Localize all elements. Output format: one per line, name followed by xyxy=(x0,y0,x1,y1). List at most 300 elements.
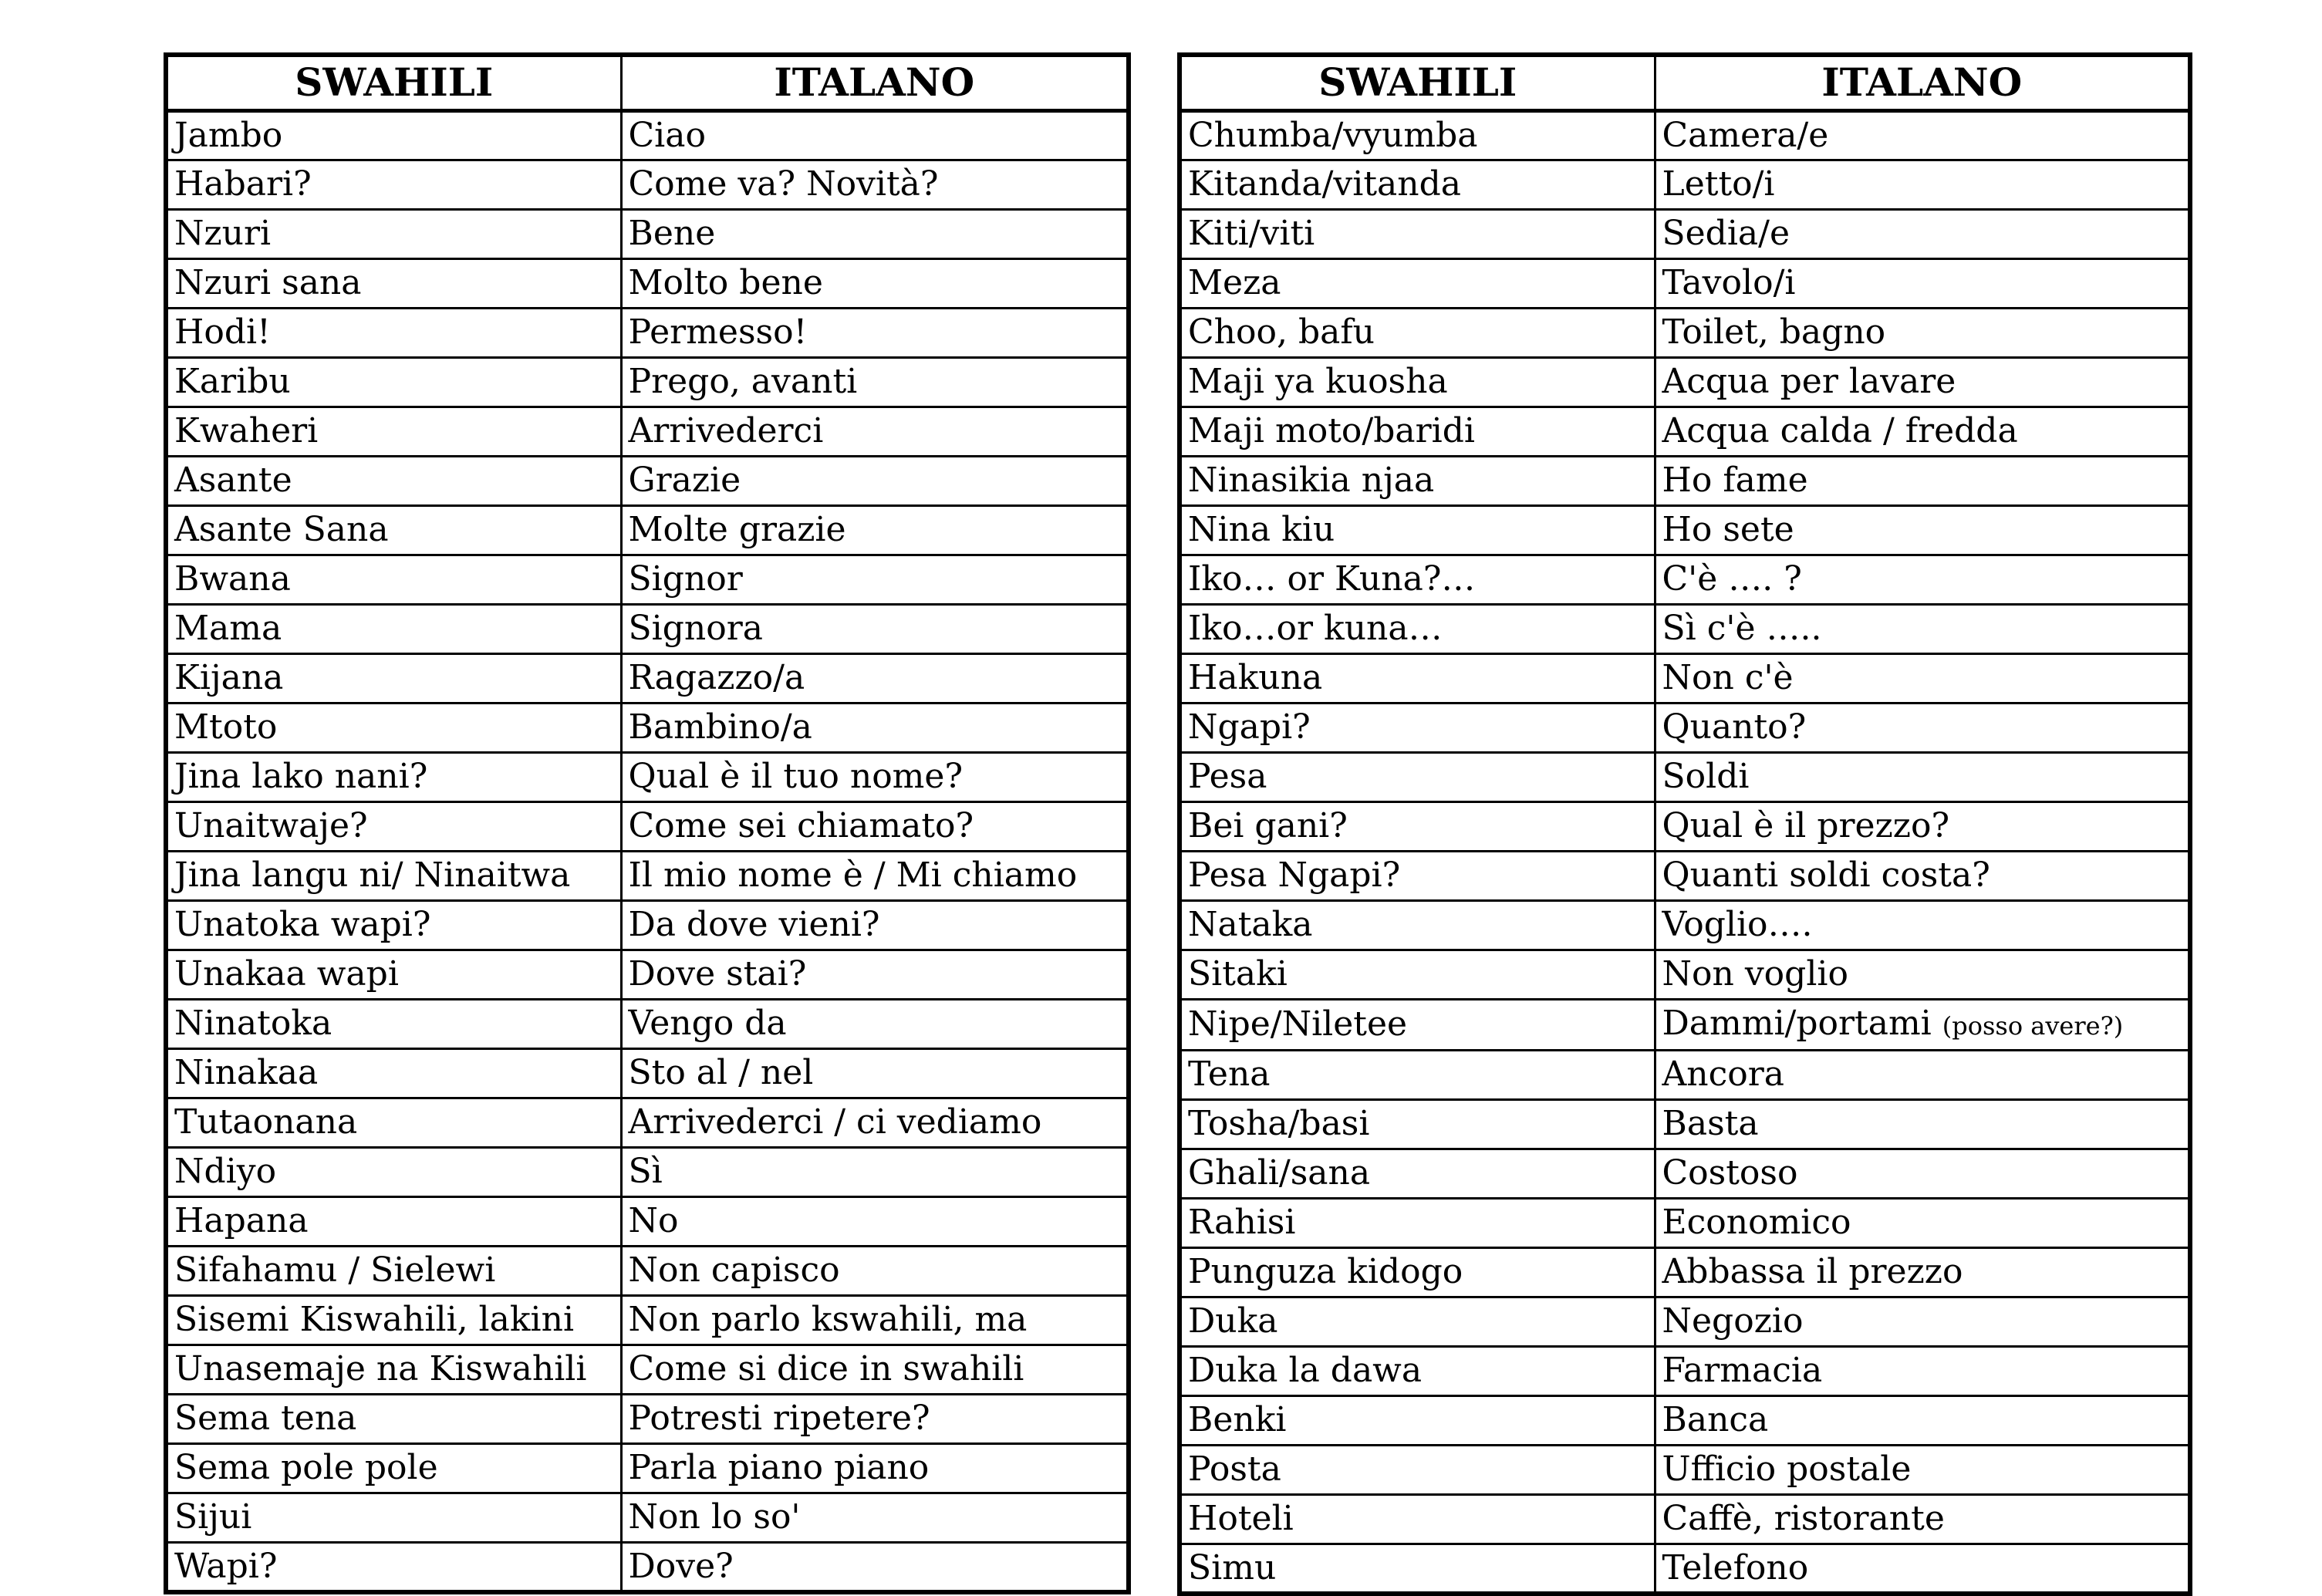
swahili-cell xyxy=(1180,1099,1655,1149)
swahili-cell xyxy=(166,950,621,999)
table-row xyxy=(1180,801,2190,851)
italiano-text: Quanti soldi costa? xyxy=(1662,855,1990,895)
italiano-cell xyxy=(1655,1297,2190,1346)
table-row xyxy=(1180,900,2190,950)
table-row xyxy=(166,407,1129,456)
swahili-text: Rahisi xyxy=(1188,1203,1296,1242)
swahili-cell xyxy=(166,851,621,900)
swahili-text: Tutaonana xyxy=(174,1102,358,1142)
swahili-text: Pesa xyxy=(1188,757,1267,796)
swahili-cell xyxy=(166,900,621,950)
table-row xyxy=(166,851,1129,900)
italiano-cell xyxy=(621,801,1129,851)
swahili-text: Meza xyxy=(1188,263,1281,302)
italiano-text: Sì xyxy=(628,1152,663,1191)
swahili-cell xyxy=(1180,456,1655,505)
table-row xyxy=(1180,407,2190,456)
table-row xyxy=(1180,1544,2190,1594)
italiano-cell xyxy=(1655,950,2190,999)
swahili-text: Unaitwaje? xyxy=(174,806,368,845)
italiano-cell xyxy=(1655,209,2190,258)
swahili-text: Hodi! xyxy=(174,312,271,352)
table-row xyxy=(166,1246,1129,1295)
italiano-text: Negozio xyxy=(1662,1301,1804,1341)
italiano-text: Camera/e xyxy=(1662,115,1829,155)
swahili-text: Simu xyxy=(1188,1547,1277,1588)
italiano-text: Grazie xyxy=(628,461,741,500)
italiano-cell xyxy=(621,653,1129,703)
italiano-cell xyxy=(1655,1247,2190,1297)
swahili-cell xyxy=(1180,357,1655,407)
italiano-text: Dove stai? xyxy=(628,954,807,994)
italiano-text: Da dove vieni? xyxy=(628,905,880,944)
swahili-text: Sisemi Kiswahili, lakini xyxy=(174,1300,575,1339)
italiano-text: Sedia/e xyxy=(1662,214,1790,253)
italiano-text: Caffè, ristorante xyxy=(1662,1499,1945,1538)
italiano-text: Non capisco xyxy=(628,1250,840,1290)
italiano-text: Potresti ripetere? xyxy=(628,1399,930,1438)
italiano-cell xyxy=(621,1147,1129,1196)
swahili-text: Sema pole pole xyxy=(174,1448,438,1487)
table-row xyxy=(1180,752,2190,801)
italiano-cell xyxy=(1655,752,2190,801)
swahili-cell xyxy=(166,1147,621,1196)
table-row xyxy=(166,752,1129,801)
swahili-cell xyxy=(166,604,621,653)
swahili-text: Kijana xyxy=(174,658,284,697)
swahili-cell xyxy=(166,407,621,456)
table-row xyxy=(1180,1346,2190,1395)
italiano-text: Permesso! xyxy=(628,312,808,352)
italiano-text: Sto al / nel xyxy=(628,1053,814,1092)
swahili-text: Mama xyxy=(174,609,282,648)
italiano-text: Dove? xyxy=(628,1546,734,1586)
italiano-cell xyxy=(621,1048,1129,1098)
italiano-cell xyxy=(1655,851,2190,900)
swahili-cell xyxy=(166,1246,621,1295)
italiano-cell xyxy=(1655,1445,2190,1494)
swahili-cell xyxy=(166,160,621,209)
swahili-text: Ninatoka xyxy=(174,1004,332,1043)
italiano-text: Tavolo/i xyxy=(1662,263,1796,302)
italiano-text: Molto bene xyxy=(628,263,823,302)
italiano-cell xyxy=(621,1196,1129,1246)
note-text: (posso avere?) xyxy=(1942,1011,2124,1041)
italiano-cell xyxy=(621,1345,1129,1394)
italiano-text: Ciao xyxy=(628,115,706,155)
swahili-cell xyxy=(1180,900,1655,950)
swahili-cell xyxy=(166,999,621,1048)
italiano-cell xyxy=(621,1493,1129,1542)
swahili-text: Kitanda/vitanda xyxy=(1188,164,1461,204)
table-row xyxy=(1180,1099,2190,1149)
table-row xyxy=(1180,703,2190,752)
swahili-text: Hapana xyxy=(174,1201,309,1240)
italiano-text: Voglio…. xyxy=(1662,905,1813,944)
swahili-cell xyxy=(1180,110,1655,160)
italiano-cell xyxy=(1655,1395,2190,1445)
swahili-cell xyxy=(1180,1494,1655,1544)
header-swahili: SWAHILI xyxy=(1180,55,1655,110)
swahili-cell xyxy=(1180,555,1655,604)
table-row xyxy=(166,357,1129,407)
table-row xyxy=(166,505,1129,555)
table-row xyxy=(166,999,1129,1048)
table-row xyxy=(1180,1247,2190,1297)
swahili-cell xyxy=(166,110,621,160)
italiano-cell xyxy=(1655,801,2190,851)
table-row xyxy=(166,160,1129,209)
italiano-cell xyxy=(621,407,1129,456)
table-row xyxy=(166,1098,1129,1147)
italiano-text: Non lo so' xyxy=(628,1497,801,1537)
swahili-text: Habari? xyxy=(174,164,312,204)
italiano-text: Letto/i xyxy=(1662,164,1775,204)
swahili-cell xyxy=(166,456,621,505)
header-row xyxy=(166,55,1129,110)
swahili-cell xyxy=(1180,801,1655,851)
swahili-text: Unatoka wapi? xyxy=(174,905,431,944)
swahili-cell xyxy=(1180,1198,1655,1247)
table-row xyxy=(166,653,1129,703)
swahili-cell xyxy=(1180,999,1655,1050)
italiano-text: Economico xyxy=(1662,1203,1851,1242)
italiano-cell xyxy=(1655,1050,2190,1099)
italiano-cell xyxy=(1655,160,2190,209)
swahili-text: Posta xyxy=(1188,1449,1281,1489)
swahili-cell xyxy=(1180,1050,1655,1099)
italiano-cell xyxy=(621,950,1129,999)
swahili-text: Nzuri sana xyxy=(174,263,362,302)
table-row xyxy=(166,258,1129,308)
swahili-text: Unakaa wapi xyxy=(174,954,399,994)
swahili-cell xyxy=(1180,950,1655,999)
swahili-text: Ngapi? xyxy=(1188,707,1311,747)
swahili-text: Jina langu ni/ Ninaitwa xyxy=(174,855,571,895)
table-row xyxy=(166,1345,1129,1394)
italiano-text: Arrivederci / ci vediamo xyxy=(628,1102,1042,1142)
italiano-text: Ho fame xyxy=(1662,461,1808,500)
italiano-cell xyxy=(621,1394,1129,1443)
italiano-cell xyxy=(621,851,1129,900)
italiano-text: Arrivederci xyxy=(628,411,824,450)
italiano-text: Ragazzo/a xyxy=(628,658,805,697)
italiano-cell xyxy=(621,1098,1129,1147)
swahili-cell xyxy=(1180,160,1655,209)
table-row xyxy=(1180,1395,2190,1445)
italiano-cell xyxy=(621,258,1129,308)
swahili-text: Choo, bafu xyxy=(1188,312,1375,352)
italiano-cell xyxy=(1655,1544,2190,1594)
swahili-text: Wapi? xyxy=(174,1546,278,1586)
italiano-cell xyxy=(1655,505,2190,555)
swahili-text: Hoteli xyxy=(1188,1499,1294,1538)
swahili-cell xyxy=(1180,1445,1655,1494)
table-row xyxy=(166,900,1129,950)
table-row xyxy=(1180,456,2190,505)
table-row xyxy=(166,604,1129,653)
swahili-cell xyxy=(1180,308,1655,357)
italiano-cell xyxy=(1655,653,2190,703)
italiano-cell xyxy=(1655,1494,2190,1544)
swahili-cell xyxy=(1180,505,1655,555)
italiano-cell xyxy=(621,505,1129,555)
italiano-text: Qual è il prezzo? xyxy=(1662,806,1950,845)
swahili-cell xyxy=(1180,752,1655,801)
vocab-table-left xyxy=(164,52,1131,1594)
table-row xyxy=(1180,1198,2190,1247)
swahili-text: Iko… or Kuna?… xyxy=(1188,559,1476,599)
table-row xyxy=(1180,555,2190,604)
swahili-cell xyxy=(1180,407,1655,456)
table-row xyxy=(166,1295,1129,1345)
swahili-text: Jambo xyxy=(174,115,283,155)
swahili-text: Duka la dawa xyxy=(1188,1351,1423,1390)
table-row xyxy=(1180,505,2190,555)
table-row xyxy=(1180,1050,2190,1099)
swahili-cell xyxy=(166,505,621,555)
table-row xyxy=(166,1394,1129,1443)
table-row xyxy=(1180,1297,2190,1346)
italiano-cell xyxy=(621,357,1129,407)
italiano-cell xyxy=(1655,1149,2190,1198)
swahili-text: Maji ya kuosha xyxy=(1188,362,1448,401)
swahili-text: Kwaheri xyxy=(174,411,319,450)
swahili-text: Pesa Ngapi? xyxy=(1188,855,1401,895)
swahili-text: Duka xyxy=(1188,1301,1278,1341)
swahili-cell xyxy=(1180,258,1655,308)
swahili-text: Ndiyo xyxy=(174,1152,277,1191)
swahili-text: Hakuna xyxy=(1188,658,1323,697)
italiano-text: Signora xyxy=(628,609,763,648)
italiano-cell xyxy=(1655,999,2190,1050)
italiano-text: Banca xyxy=(1662,1400,1769,1439)
italiano-cell xyxy=(1655,1099,2190,1149)
swahili-text: Ghali/sana xyxy=(1188,1153,1371,1193)
swahili-text: Punguza kidogo xyxy=(1188,1252,1463,1291)
swahili-text: Tena xyxy=(1188,1054,1271,1094)
table-row xyxy=(1180,604,2190,653)
italiano-cell xyxy=(621,900,1129,950)
swahili-cell xyxy=(166,653,621,703)
italiano-text: Sì c'è ….. xyxy=(1662,609,1822,648)
swahili-text: Asante xyxy=(174,461,292,500)
table-row xyxy=(166,1147,1129,1196)
italiano-cell xyxy=(621,604,1129,653)
italiano-text: Il mio nome è / Mi chiamo xyxy=(628,855,1078,895)
table-row xyxy=(1180,209,2190,258)
italiano-text: Signor xyxy=(628,559,743,599)
italiano-text: Costoso xyxy=(1662,1153,1798,1193)
swahili-cell xyxy=(166,209,621,258)
header-swahili: SWAHILI xyxy=(166,55,621,110)
table-row xyxy=(166,555,1129,604)
table-row xyxy=(166,950,1129,999)
swahili-text: Sitaki xyxy=(1188,954,1288,994)
swahili-cell xyxy=(1180,1544,1655,1594)
swahili-text: Ninakaa xyxy=(174,1053,319,1092)
italiano-cell xyxy=(1655,555,2190,604)
swahili-text: Nina kiu xyxy=(1188,510,1335,549)
italiano-cell xyxy=(1655,308,2190,357)
italiano-text: Toilet, bagno xyxy=(1662,312,1886,352)
italiano-text: Come sei chiamato? xyxy=(628,806,974,845)
swahili-text: Nipe/Niletee xyxy=(1188,1004,1408,1044)
swahili-cell xyxy=(1180,703,1655,752)
italiano-cell xyxy=(621,308,1129,357)
swahili-cell xyxy=(1180,209,1655,258)
italiano-text: Basta xyxy=(1662,1104,1759,1143)
table-row xyxy=(166,1048,1129,1098)
italiano-text: Dammi/portami xyxy=(1662,1003,1932,1043)
swahili-text: Sijui xyxy=(174,1497,252,1537)
swahili-text: Karibu xyxy=(174,362,291,401)
swahili-cell xyxy=(1180,1149,1655,1198)
italiano-cell xyxy=(1655,456,2190,505)
italiano-cell xyxy=(621,999,1129,1048)
italiano-cell xyxy=(1655,900,2190,950)
swahili-text: Maji moto/baridi xyxy=(1188,411,1475,450)
italiano-cell xyxy=(621,555,1129,604)
table-row xyxy=(1180,1494,2190,1544)
swahili-text: Nataka xyxy=(1188,905,1313,944)
swahili-text: Bwana xyxy=(174,559,291,599)
swahili-cell xyxy=(1180,851,1655,900)
swahili-cell xyxy=(166,1098,621,1147)
swahili-text: Nzuri xyxy=(174,214,272,253)
table-row xyxy=(1180,258,2190,308)
swahili-cell xyxy=(166,1048,621,1098)
italiano-text: Bambino/a xyxy=(628,707,812,747)
table-row xyxy=(166,209,1129,258)
italiano-text: Prego, avanti xyxy=(628,362,858,401)
italiano-text: Telefono xyxy=(1662,1547,1809,1588)
italiano-cell xyxy=(1655,258,2190,308)
table-row xyxy=(166,308,1129,357)
italiano-cell xyxy=(1655,703,2190,752)
italiano-text: Bene xyxy=(628,214,716,253)
table-row xyxy=(1180,308,2190,357)
italiano-cell xyxy=(621,1443,1129,1493)
table-row xyxy=(166,1196,1129,1246)
vocab-table-right xyxy=(1177,52,2192,1596)
table-row xyxy=(1180,999,2190,1050)
italiano-cell xyxy=(1655,1198,2190,1247)
swahili-text: Iko…or kuna… xyxy=(1188,609,1443,648)
table-row xyxy=(166,703,1129,752)
swahili-cell xyxy=(166,1443,621,1493)
table-row xyxy=(1180,653,2190,703)
italiano-text: Non voglio xyxy=(1662,954,1848,994)
italiano-cell xyxy=(621,703,1129,752)
header-italiano: ITALANO xyxy=(621,55,1129,110)
italiano-text: Abbassa il prezzo xyxy=(1662,1252,1963,1291)
table-row xyxy=(1180,110,2190,160)
italiano-cell xyxy=(1655,1346,2190,1395)
table-row xyxy=(1180,357,2190,407)
italiano-cell xyxy=(621,1246,1129,1295)
italiano-text: Ancora xyxy=(1662,1054,1785,1094)
swahili-text: Jina lako nani? xyxy=(174,757,428,796)
italiano-text: Acqua calda / fredda xyxy=(1662,411,2018,450)
italiano-cell xyxy=(621,1295,1129,1345)
italiano-text: No xyxy=(628,1201,679,1240)
italiano-text: C'è …. ? xyxy=(1662,559,1802,599)
swahili-text: Kiti/viti xyxy=(1188,214,1315,253)
swahili-cell xyxy=(1180,604,1655,653)
swahili-text: Sema tena xyxy=(174,1399,357,1438)
swahili-cell xyxy=(166,357,621,407)
swahili-cell xyxy=(166,1295,621,1345)
swahili-cell xyxy=(1180,1297,1655,1346)
italiano-cell xyxy=(621,209,1129,258)
swahili-text: Sifahamu / Sielewi xyxy=(174,1250,496,1290)
header-row xyxy=(1180,55,2190,110)
table-row xyxy=(1180,851,2190,900)
italiano-text: Soldi xyxy=(1662,757,1750,796)
table-row xyxy=(1180,1445,2190,1494)
italiano-text: Quanto? xyxy=(1662,707,1807,747)
italiano-text: Come va? Novità? xyxy=(628,164,939,204)
italiano-cell xyxy=(621,110,1129,160)
table-row xyxy=(1180,160,2190,209)
swahili-cell xyxy=(166,703,621,752)
swahili-text: Tosha/basi xyxy=(1188,1104,1370,1143)
swahili-cell xyxy=(166,1345,621,1394)
swahili-cell xyxy=(166,801,621,851)
italiano-text: Ufficio postale xyxy=(1662,1449,1912,1489)
italiano-cell xyxy=(621,752,1129,801)
italiano-text: Parla piano piano xyxy=(628,1448,930,1487)
swahili-cell xyxy=(1180,1247,1655,1297)
italiano-text: Qual è il tuo nome? xyxy=(628,757,964,796)
italiano-cell xyxy=(621,456,1129,505)
swahili-cell xyxy=(166,258,621,308)
swahili-text: Mtoto xyxy=(174,707,278,747)
italiano-text: Molte grazie xyxy=(628,510,846,549)
swahili-text: Benki xyxy=(1188,1400,1287,1439)
italiano-text: Farmacia xyxy=(1662,1351,1823,1390)
table-row xyxy=(166,801,1129,851)
swahili-cell xyxy=(166,1196,621,1246)
italiano-cell xyxy=(621,160,1129,209)
swahili-text: Chumba/vyumba xyxy=(1188,115,1478,155)
header-italiano: ITALANO xyxy=(1655,55,2190,110)
table-row xyxy=(166,1493,1129,1542)
swahili-text: Ninasikia njaa xyxy=(1188,461,1435,500)
italiano-text: Come si dice in swahili xyxy=(628,1349,1024,1388)
swahili-cell xyxy=(1180,1395,1655,1445)
italiano-text: Acqua per lavare xyxy=(1662,362,1956,401)
table-row xyxy=(166,1443,1129,1493)
table-row xyxy=(1180,950,2190,999)
italiano-text: Vengo da xyxy=(628,1004,787,1043)
swahili-cell xyxy=(166,308,621,357)
swahili-cell xyxy=(166,1394,621,1443)
swahili-cell xyxy=(166,555,621,604)
swahili-cell xyxy=(166,1493,621,1542)
swahili-cell xyxy=(166,752,621,801)
swahili-cell xyxy=(1180,1346,1655,1395)
italiano-text: Non parlo kswahili, ma xyxy=(628,1300,1028,1339)
italiano-cell xyxy=(1655,110,2190,160)
italiano-text: Non c'è xyxy=(1662,658,1794,697)
table-row xyxy=(1180,1149,2190,1198)
swahili-text: Unasemaje na Kiswahili xyxy=(174,1349,587,1388)
italiano-cell xyxy=(1655,357,2190,407)
table-row xyxy=(166,110,1129,160)
table-row xyxy=(166,456,1129,505)
